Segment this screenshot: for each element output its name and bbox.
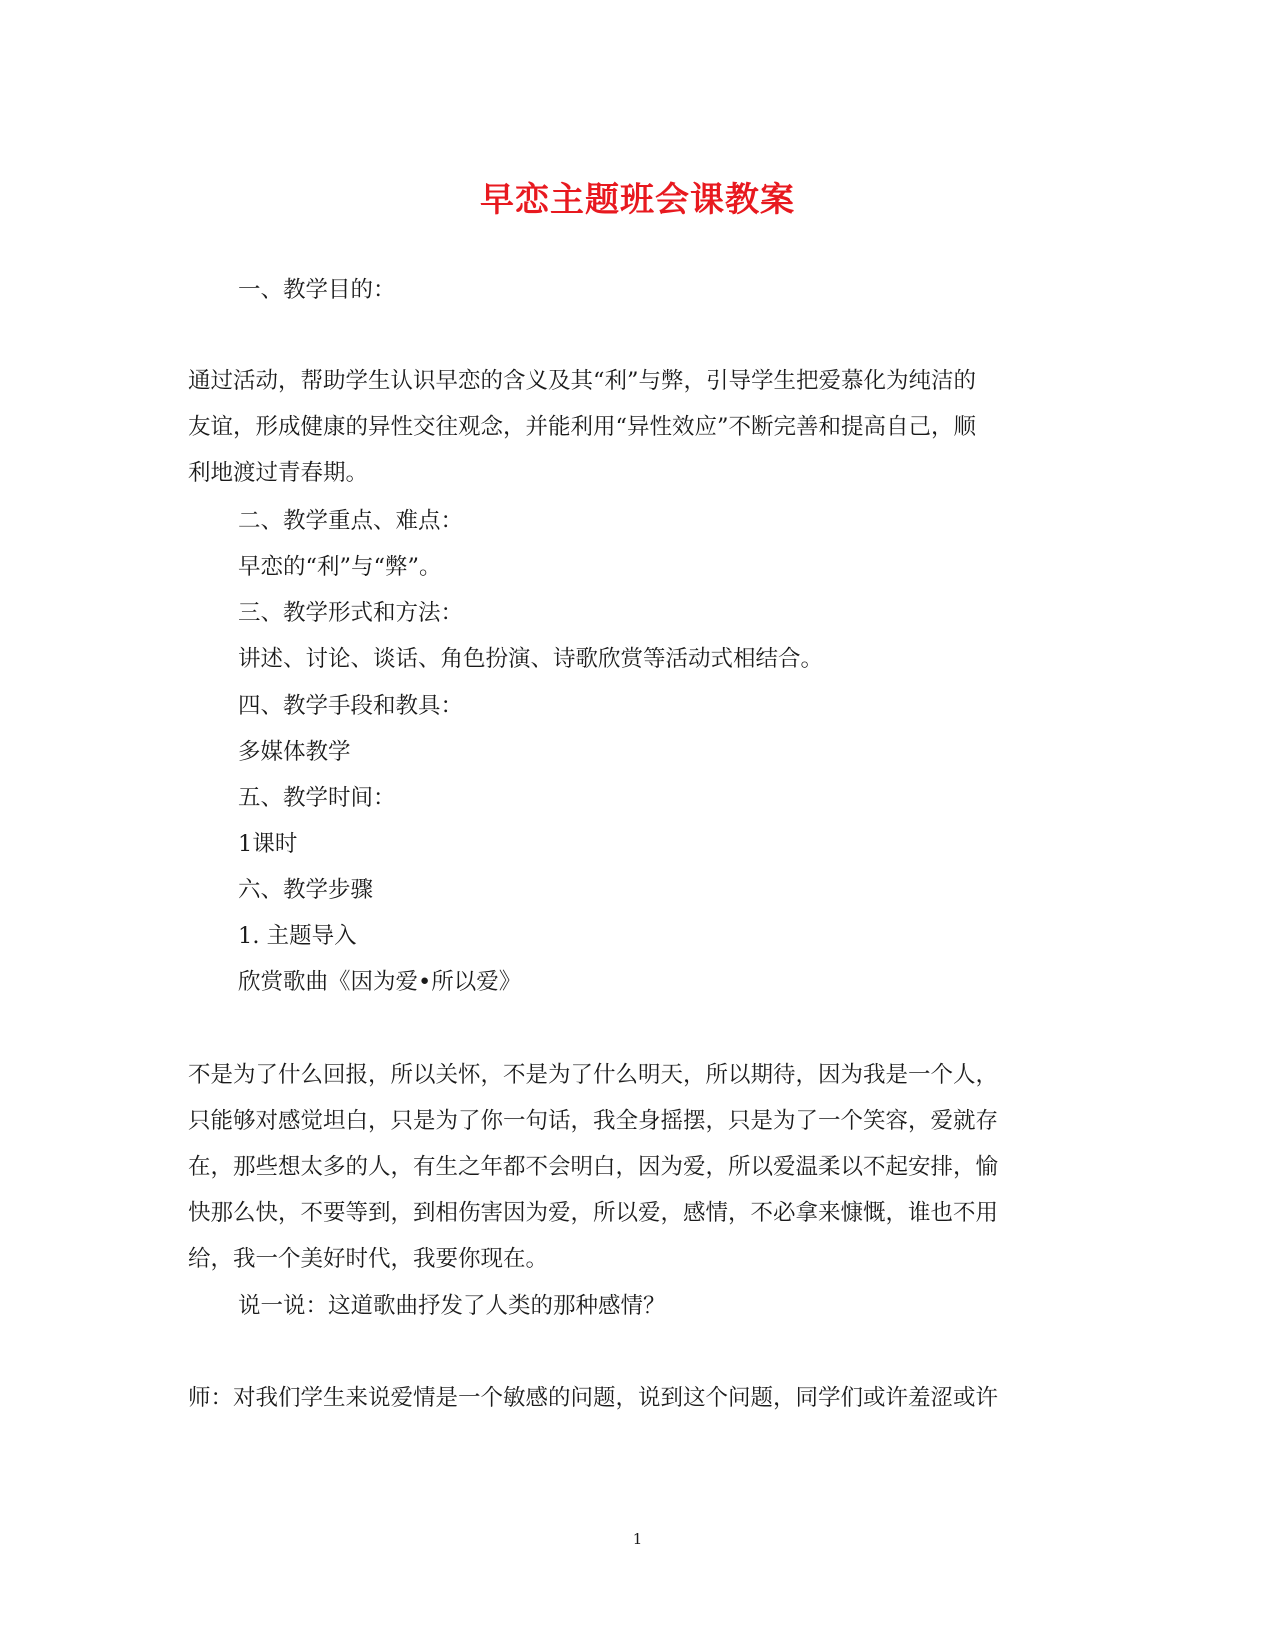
page-number: 1 [632, 1530, 643, 1548]
section-5-heading: 五、教学时间： [238, 785, 396, 811]
teacher-line: 师：对我们学生来说爱情是一个敏感的问题，说到这个问题，同学们或许羞涩或许 [188, 1385, 999, 1411]
section-4-body: 多媒体教学 [238, 739, 351, 765]
section-6-step-1: 1. 主题导入 [238, 923, 357, 949]
lyrics-line-5: 给，我一个美好时代，我要你现在。 [188, 1246, 549, 1272]
lyrics-line-3: 在，那些想太多的人，有生之年都不会明白，因为爱，所以爱温柔以不起安排，愉 [188, 1154, 999, 1180]
section-3-body: 讲述、讨论、谈话、角色扮演、诗歌欣赏等活动式相结合。 [238, 646, 824, 672]
lyrics-line-2: 只能够对感觉坦白，只是为了你一句话，我全身摇摆，只是为了一个笑容，爱就存 [188, 1108, 999, 1134]
section-1-body-line-1: 通过活动，帮助学生认识早恋的含义及其“利”与弊，引导学生把爱慕化为纯洁的 [188, 368, 977, 394]
section-6-heading: 六、教学步骤 [238, 877, 374, 903]
section-6-song: 欣赏歌曲《因为爱•所以爱》 [238, 969, 522, 995]
lyrics-line-1: 不是为了什么回报，所以关怀，不是为了什么明天，所以期待，因为我是一个人， [188, 1062, 999, 1088]
section-5-body: 1课时 [238, 831, 298, 857]
section-1-body-line-3: 利地渡过青春期。 [188, 460, 369, 486]
discussion-prompt: 说一说：这道歌曲抒发了人类的那种感情？ [238, 1293, 666, 1319]
section-4-heading: 四、教学手段和教具： [238, 693, 464, 719]
section-1-heading: 一、教学目的： [238, 277, 396, 303]
document-title: 早恋主题班会课教案 [480, 180, 795, 220]
section-2-body: 早恋的“利”与“弊”。 [238, 554, 442, 580]
section-1-body-line-2: 友谊，形成健康的异性交往观念，并能利用“异性效应”不断完善和提高自己，顺 [188, 414, 977, 440]
lyrics-line-4: 快那么快，不要等到，到相伤害因为爱，所以爱，感情，不必拿来慷慨，谁也不用 [188, 1200, 999, 1226]
section-3-heading: 三、教学形式和方法： [238, 600, 464, 626]
section-2-heading: 二、教学重点、难点： [238, 508, 464, 534]
